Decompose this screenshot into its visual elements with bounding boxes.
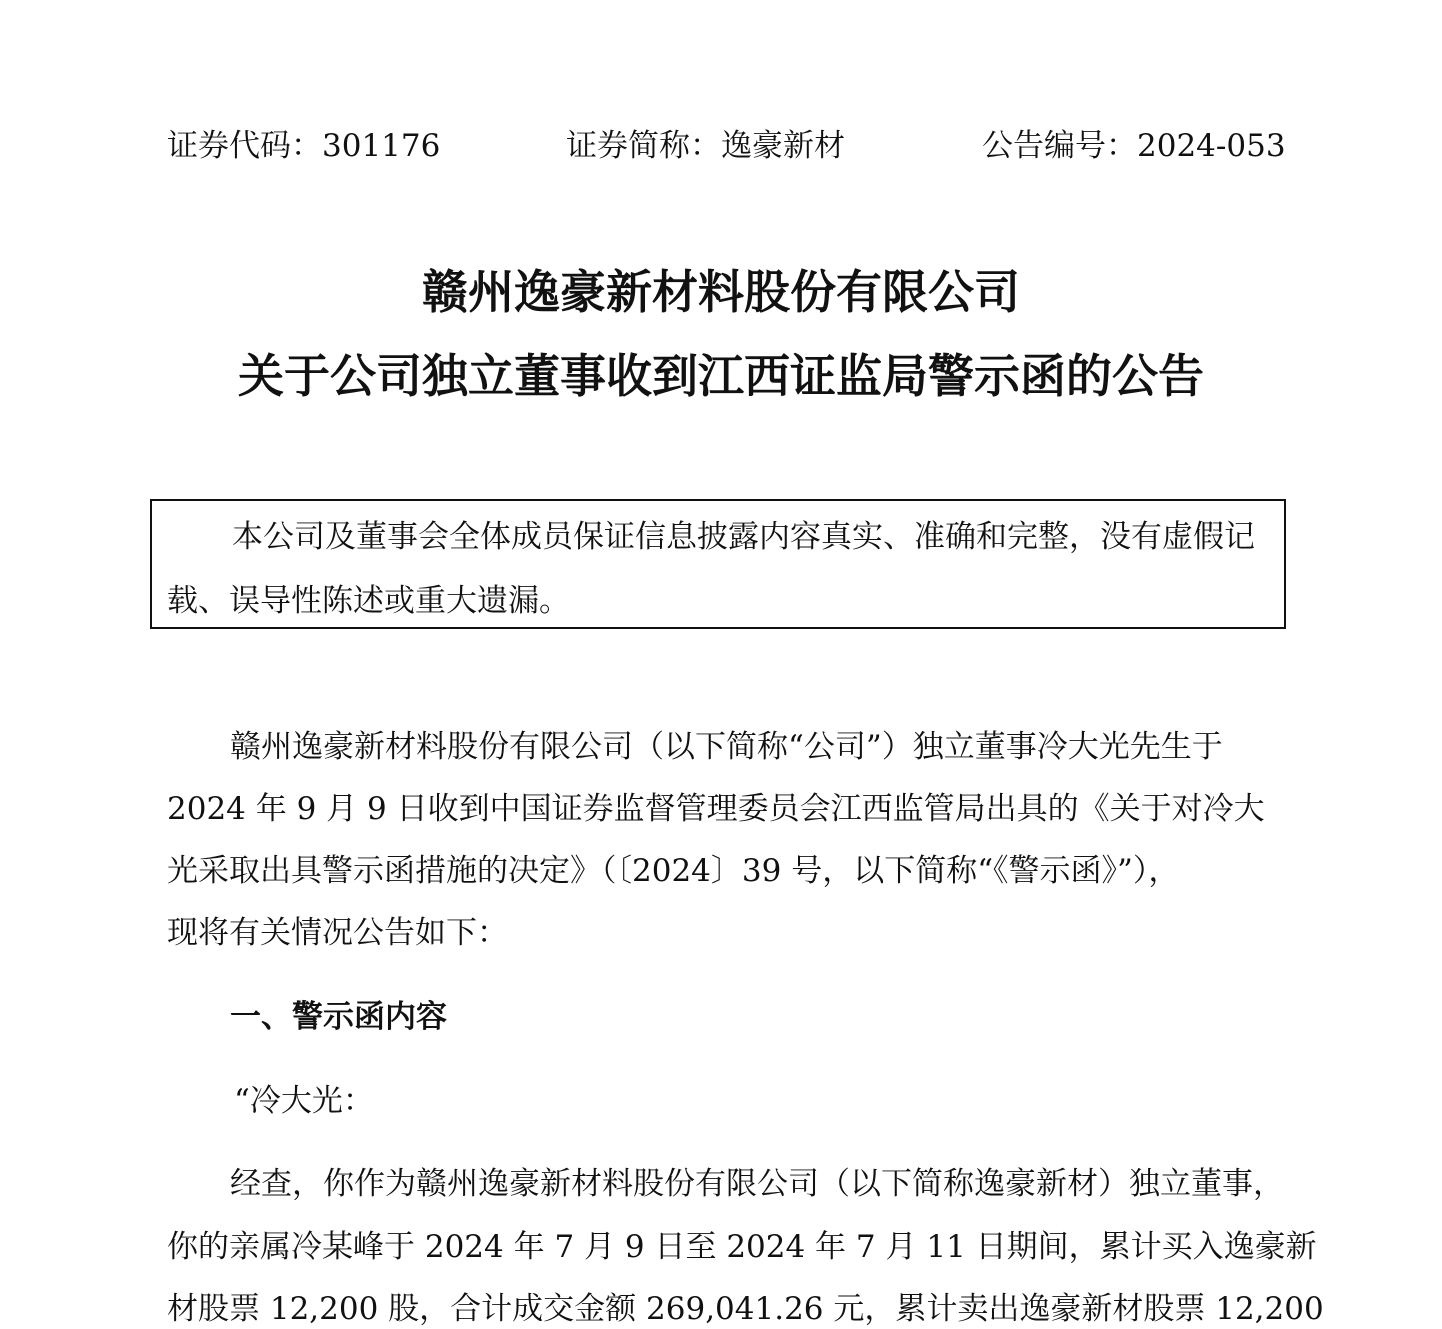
intro-line-1: 赣州逸豪新材料股份有限公司（以下简称“公司”）独立董事冷大光先生于	[230, 729, 1223, 765]
section-heading: 一、警示函内容	[230, 999, 447, 1035]
disclaimer-line-2: 载、误导性陈述或重大遗漏。	[167, 583, 570, 619]
finding-line-2: 你的亲属冷某峰于 2024 年 7 月 9 日至 2024 年 7 月 11 日期间，累计买入逸豪新	[167, 1229, 1317, 1265]
finding-line-1: 经查，你作为赣州逸豪新材料股份有限公司（以下简称逸豪新材）独立董事，	[230, 1166, 1284, 1202]
intro-line-2: 2024 年 9 月 9 日收到中国证券监督管理委员会江西监管局出具的《关于对冷大	[167, 791, 1265, 827]
company-title: 赣州逸豪新材料股份有限公司	[422, 265, 1020, 319]
announcement-title: 关于公司独立董事收到江西证监局警示函的公告	[238, 349, 1204, 403]
disclaimer-box	[150, 499, 1286, 629]
stock-name: 证券简称：逸豪新材	[566, 128, 845, 164]
intro-line-4: 现将有关情况公告如下：	[167, 915, 508, 951]
intro-line-3: 光采取出具警示函措施的决定》（〔2024〕39 号，以下简称“《警示函》”），	[167, 853, 1180, 889]
document-header	[0, 124, 1442, 168]
stock-code: 证券代码：301176	[167, 128, 441, 164]
disclaimer-line-1: 本公司及董事会全体成员保证信息披露内容真实、准确和完整，没有虚假记	[232, 519, 1255, 555]
finding-line-3: 材股票 12,200 股，合计成交金额 269,041.26 元，累计卖出逸豪新材股票 12,200	[167, 1291, 1324, 1327]
salutation: “冷大光：	[234, 1083, 374, 1119]
announcement-number: 公告编号：2024-053	[982, 128, 1286, 164]
